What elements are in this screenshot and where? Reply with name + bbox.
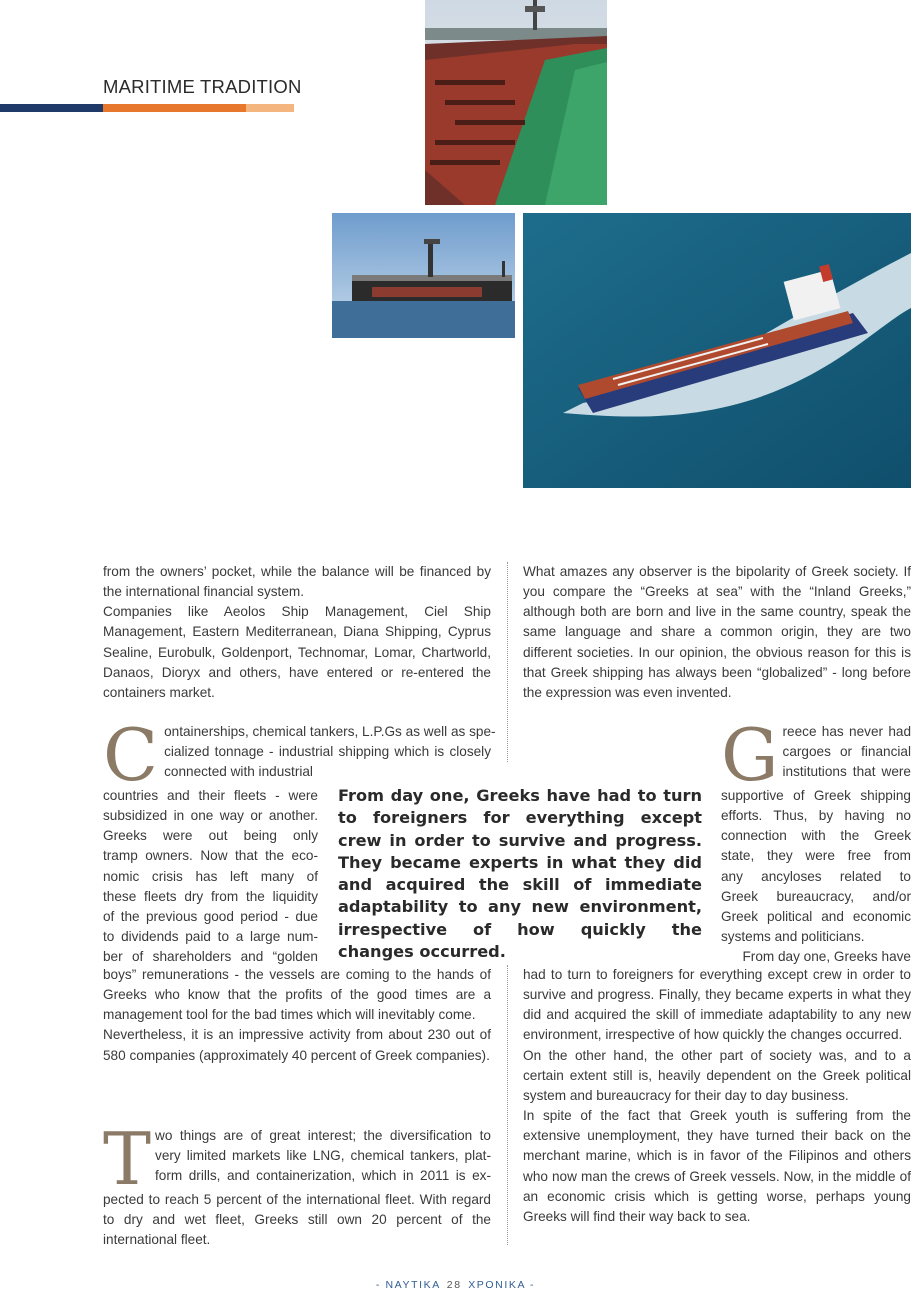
greece-paragraph: [721, 713, 911, 967]
text-line: form drills, and containerization, which in 2011 is ex-: [155, 1168, 491, 1184]
header-bar-light-orange: [246, 104, 294, 112]
text-line: cialized tonnage - industrial shipping which is closely: [164, 744, 491, 760]
text-line: nomic crisis has left many of: [103, 868, 318, 884]
text-line: Greeks were out being only: [103, 828, 318, 844]
paragraph: What amazes any observer is the bipolarity of Greek society. If you compare the “Greeks at sea” with the “Inland Greeks,” although both are born and live in the same country, speak the same language and share a common origin, they are two different societies. In our opinion, the obvious reason for this is that Greek shipping has always been “globalized” - long before the expression was even invented.: [523, 564, 911, 700]
text-line: connected with industrial: [164, 764, 313, 780]
text-line: reece has never had: [782, 724, 911, 739]
right-column-bottom: [523, 965, 911, 1227]
drop-cap: T: [103, 1117, 152, 1201]
section-title: MARITIME TRADITION: [103, 76, 302, 97]
column-divider: [507, 562, 508, 762]
header-bar-blue: [0, 104, 103, 112]
text-line: From day one, Greeks have: [742, 949, 911, 965]
text-line: ber of shareholders and “golden: [103, 949, 318, 965]
drop-cap: G: [721, 713, 779, 797]
footer-magazine-name-right: ΧΡΟΝΙΚΑ -: [468, 1279, 536, 1291]
paragraph: had to turn to foreigners for everything except crew in order to survive and progress. Finally, they became experts in what they did and acquired the skill of immediate adaptability to any new environment, irrespective of how quickly the changes occurred.: [523, 967, 911, 1043]
ship-deck-photo: [425, 0, 607, 205]
text-line: countries and their fleets - were: [103, 788, 318, 803]
text-line: institutions that were: [782, 764, 911, 780]
drop-cap: C: [103, 713, 159, 797]
two-things-paragraph: [103, 1117, 491, 1250]
paragraph: pected to reach 5 percent of the international fleet. With regard to dry and wet fleet, Greeks still own 20 percent of the international fleet.: [103, 1192, 491, 1248]
text-line: these fleets dry from the liquidity: [103, 888, 318, 904]
text-line: supportive of Greek shipping: [721, 788, 911, 803]
text-line: Greek political and economic: [721, 908, 911, 924]
text-line: efforts. Thus, by having no: [721, 808, 911, 824]
text-line: ontainerships, chemical tankers, L.P.Gs as well as spe-: [164, 724, 496, 739]
text-line: any ancyloses related to: [721, 868, 911, 884]
text-line: connection with the Greek: [721, 828, 911, 844]
page-footer: [0, 1279, 911, 1291]
text-line: tramp owners. Now that the eco-: [103, 848, 318, 864]
text-line: systems and politicians.: [721, 929, 865, 945]
text-line: state, they were free from: [721, 848, 911, 864]
text-line: wo things are of great interest; the diversification to: [155, 1128, 491, 1143]
paragraph: boys” remunerations - the vessels are coming to the hands of Greeks who know that the profits of the good times are a management tool for the bad times which will inevitably come.: [103, 967, 491, 1023]
chemical-tanker-at-sea-photo: [523, 213, 911, 488]
paragraph: Companies like Aeolos Ship Management, Ciel Ship Management, Eastern Mediterranean, Diana Shipping, Cyprus Sealine, Eurobulk, Goldenport, Technomar, Lomar, Chartworld, Danaos, Dioryx and others, have entered or re-entered the containers market.: [103, 604, 491, 700]
text-line: to dividends paid to a large num-: [103, 929, 318, 945]
paragraph: On the other hand, the other part of society was, and to a certain extent still is, heavily dependent on the Greek political system and bureaucracy for their day to day business.: [523, 1047, 911, 1103]
paragraph: In spite of the fact that Greek youth is suffering from the extensive unemployment, they have turned their back on the merchant marine, which is in favor of the Filipinos and others who now man the crews of Greek vessels. Now, in the middle of an economic crisis which is getting worse, perhaps young Greeks will find their way back to sea.: [523, 1108, 911, 1224]
column-divider: [507, 965, 508, 1245]
page-number: 28: [446, 1279, 462, 1291]
text-line: Greek bureaucracy, and/or: [721, 888, 911, 904]
paragraph: from the owners’ pocket, while the balance will be financed by the international financial system.: [103, 564, 491, 600]
footer-magazine-name-left: - ΝΑΥΤΙΚΑ: [375, 1279, 441, 1291]
text-line: subsidized in one way or another.: [103, 808, 318, 824]
header-bar-orange: [103, 104, 246, 112]
text-line: of the previous good period - due: [103, 908, 318, 924]
left-column-bottom: [103, 965, 491, 1066]
pull-quote: From day one, Greeks have had to turn to foreigners for everything except crew in order to survive and progress. They became experts in what they did and acquired the skill of immediate adaptability to any new environment, irrespective of how quickly the changes occurred.: [338, 786, 702, 962]
right-column-top: [523, 562, 911, 703]
left-column-top: [103, 562, 491, 703]
text-line: cargoes or financial: [782, 744, 911, 760]
text-line: very limited markets like LNG, chemical tankers, plat-: [155, 1148, 491, 1164]
paragraph: Nevertheless, it is an impressive activity from about 230 out of 580 companies (approximately 40 percent of Greek companies).: [103, 1027, 491, 1063]
floating-drydock-photo: [332, 213, 515, 338]
